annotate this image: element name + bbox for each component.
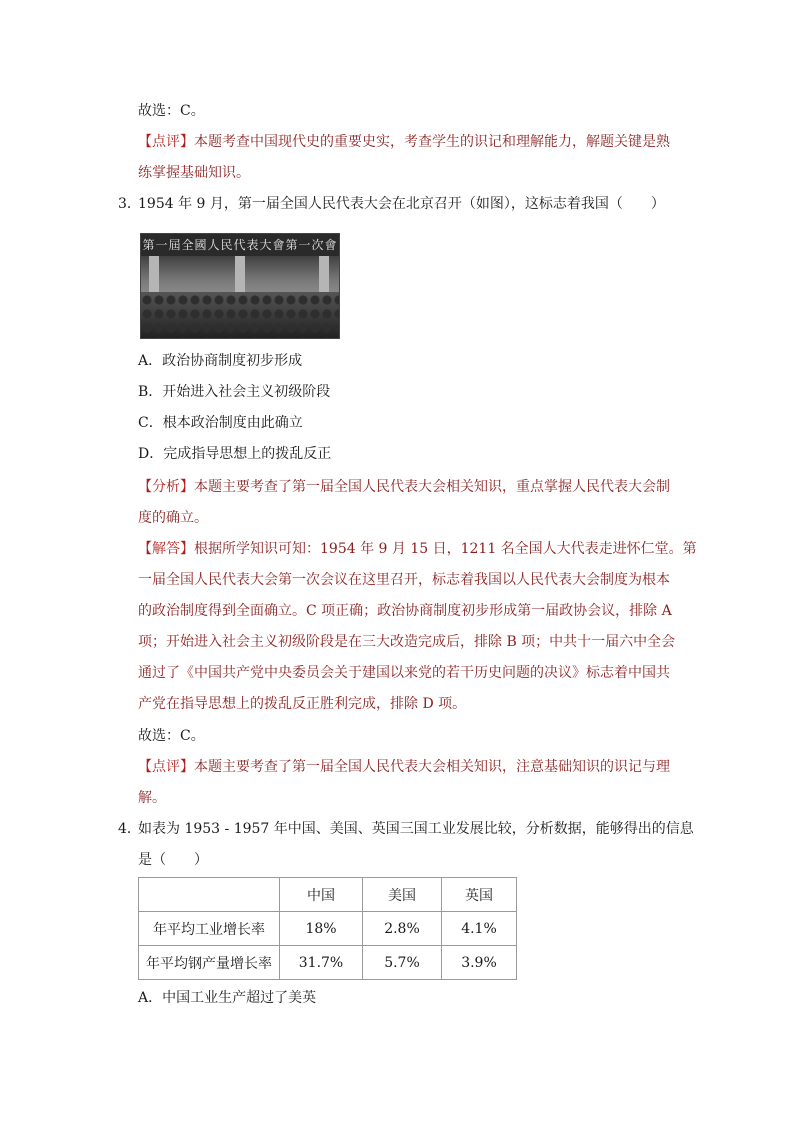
solution-tag: 【解答】 (138, 541, 194, 557)
review-tag: 【点评】 (138, 134, 194, 150)
congress-photo (140, 233, 340, 339)
solution-line-4: 项；开始进入社会主义初级阶段是在三大改造完成后，排除 B 项；中共十一届六中全会 (138, 634, 676, 650)
table-cell: 3.9% (442, 946, 517, 980)
question-4-number: 4． (118, 821, 141, 837)
question-4-stem-1: 如表为 1953 - 1957 年中国、美国、英国三国工业发展比较，分析数据，能够得出的信息 (138, 821, 694, 837)
table-cell: 年平均工业增长率 (139, 912, 280, 946)
table-cell: 4.1% (442, 912, 517, 946)
table-header-cell: 美国 (363, 878, 442, 912)
photo-banner: 第一屆全國人民代表大會第一次會 (141, 234, 339, 256)
option-c: C．根本政治制度由此确立 (138, 415, 303, 431)
solution-line-5: 通过了《中国共产党中央委员会关于建国以来党的若干历史问题的决议》标志着中国共 (138, 665, 670, 681)
review-tag: 【点评】 (138, 759, 194, 775)
table-cell: 18% (280, 912, 363, 946)
solution-text: 根据所学知识可知：1954 年 9 月 15 日，1211 名全国人大代表走进怀仁堂。第 (194, 541, 697, 557)
analysis-line-2: 度的确立。 (138, 510, 208, 526)
question-3-stem: 1954 年 9 月，第一届全国人民代表大会在北京召开（如图），这标志着我国（ ） (138, 196, 665, 212)
industry-comparison-table (138, 877, 517, 980)
prev-review-line-1 (138, 127, 678, 158)
question-4-stem-2: 是（ ） (138, 852, 208, 868)
review-text: 本题考查中国现代史的重要史实，考查学生的识记和理解能力，解题关键是熟 (194, 134, 670, 150)
option-a: A．中国工业生产超过了美英 (138, 990, 317, 1006)
option-a: A．政治协商制度初步形成 (138, 353, 303, 369)
solution-line-1 (138, 534, 697, 565)
analysis-line-1 (138, 472, 678, 503)
analysis-tag: 【分析】 (138, 479, 194, 495)
table-row (139, 912, 517, 946)
prev-answer-line: 故选：C。 (138, 103, 205, 119)
table-cell: 5.7% (363, 946, 442, 980)
table-cell: 31.7% (280, 946, 363, 980)
table-header-cell: 中国 (280, 878, 363, 912)
review-line-2: 解。 (138, 790, 166, 806)
solution-line-6: 产党在指导思想上的拨乱反正胜利完成，排除 D 项。 (138, 696, 467, 712)
photo-crowd (141, 292, 339, 338)
table-row (139, 946, 517, 980)
table-cell: 2.8% (363, 912, 442, 946)
option-d: D．完成指导思想上的拨乱反正 (138, 446, 332, 462)
table-cell: 年平均钢产量增长率 (139, 946, 280, 980)
solution-line-3: 的政治制度得到全面确立。C 项正确；政治协商制度初步形成第一届政协会议，排除 A (138, 603, 672, 619)
solution-line-2: 一届全国人民代表大会第一次会议在这里召开，标志着我国以人民代表大会制度为根本 (138, 572, 670, 588)
table-header-cell: 英国 (442, 878, 517, 912)
question-3-number: 3． (118, 196, 141, 212)
answer-line: 故选：C。 (138, 728, 205, 744)
review-line-1 (138, 752, 678, 783)
table-header-row (139, 878, 517, 912)
table-header-cell (139, 878, 280, 912)
option-b: B．开始进入社会主义初级阶段 (138, 384, 331, 400)
analysis-text: 本题主要考查了第一届全国人民代表大会相关知识，重点掌握人民代表大会制 (194, 479, 670, 495)
review-text: 本题主要考查了第一届全国人民代表大会相关知识，注意基础知识的识记与理 (194, 759, 670, 775)
prev-review-line-2: 练掌握基础知识。 (138, 165, 250, 181)
